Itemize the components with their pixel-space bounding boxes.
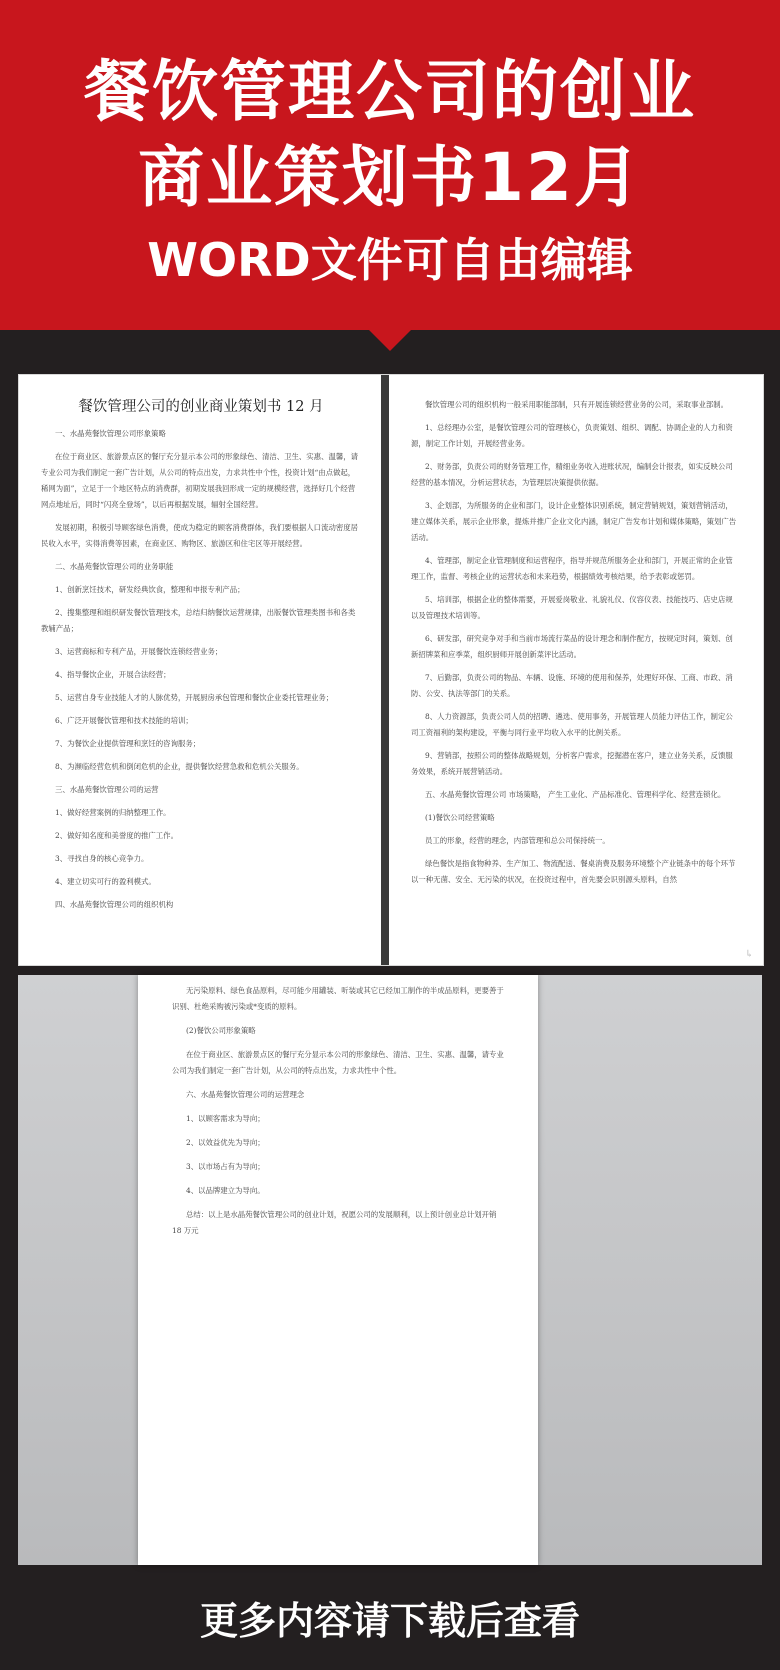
page-curl-icon: ↳ (745, 949, 754, 960)
paragraph: 发展初期，积极引导顾客绿色消费，使成为稳定的顾客消费群体，我们要根据人口流动密度居民收入水平，实得消费等因素，在商业区、购物区、旅游区和住宅区等开展经营。 (41, 523, 359, 548)
paragraph: 在位于商业区、旅游景点区的餐厅充分显示本公司的形象绿色、清洁、卫生、实惠、温馨，请专业公司为我们制定一套广告计划，从公司的特点出发，力求共性中个性。 (172, 1050, 504, 1075)
paragraph: 7、为餐饮企业提供管理和烹饪的咨询服务； (55, 739, 201, 748)
paragraph: 1、创新烹饪技术，研发经典饮食，整理和申报专利产品； (55, 585, 245, 594)
paragraph: 总结：以上是水晶苑餐饮管理公司的创业计划，祝愿公司的发展顺利，以上预计创业总计划开销 18 万元 (172, 1210, 497, 1235)
download-prompt: 更多内容请下载后查看 (199, 1599, 580, 1643)
paragraph: 9、营销部，按照公司的整体战略规划，分析客户需求，挖掘潜在客户，建立业务关系，反馈服务效果，系统开展营销活动。 (411, 751, 733, 776)
paragraph: 1、做好经营案例的归纳整理工作。 (55, 808, 171, 817)
page-3-body (172, 983, 504, 1239)
paragraph: 五、水晶苑餐饮管理公司 市场策略， 产生工业化、产品标准化、管理科学化、经营连锁化。 (425, 790, 726, 799)
paragraph: 8、人力资源部，负责公司人员的招聘、遴选、使用事务，开展管理人员能力评估工作，制定公司工资福利的架构建设，平衡与同行业平均收入水平的比例关系。 (411, 712, 733, 737)
paragraph: 4、建立切实可行的盈利模式。 (55, 877, 156, 886)
paragraph: 员工的形象，经营的理念，内部管理和总公司保持统一。 (425, 836, 610, 845)
paragraph: (2)餐饮公司形象策略 (186, 1026, 256, 1035)
paragraph: 3、以市场占有为导向； (186, 1162, 265, 1171)
paragraph: 餐饮管理公司的组织机构一般采用职能部制，只有开展连锁经营业务的公司，采取事业部制。 (425, 400, 729, 409)
paragraph: 7、后勤部，负责公司的物品、车辆、设施、环境的使用和保养，处理好环保、工商、市政、消防、公安、执法等部门的关系。 (411, 673, 733, 698)
page-2-body (411, 397, 739, 888)
paragraph: 6、研发部，研究竞争对手和当前市场流行菜品的设计理念和制作配方，按规定时间，策划、创新招牌菜和应季菜，组织厨师开展创新菜评比活动。 (411, 634, 733, 659)
paragraph: 3、寻找自身的核心竞争力。 (55, 854, 149, 863)
banner-pointer (368, 329, 412, 351)
header-banner (0, 0, 780, 330)
title-line-1: 餐饮管理公司的创业 (84, 53, 696, 130)
paragraph: 3、运营商标和专利产品，开展餐饮连锁经营业务； (55, 647, 223, 656)
paragraph: 6、广泛开展餐饮管理和技术技能的培训； (55, 716, 193, 725)
paragraph: 1、以顾客需求为导向； (186, 1114, 265, 1123)
document-preview-spread (18, 374, 764, 966)
page-1-body (41, 426, 361, 913)
subtitle: WORD文件可自由编辑 (147, 233, 633, 287)
paragraph: 无污染原料、绿色食品原料，尽可能少用罐装、听装或其它已经加工制作的半成品原料，更要善于识别、杜绝采购被污染或*变质的原料。 (172, 986, 504, 1011)
paragraph: 三、水晶苑餐饮管理公司的运营 (55, 785, 159, 794)
paragraph: 8、为濒临经营危机和倒闭危机的企业，提供餐饮经营急救和危机公关服务。 (55, 762, 304, 771)
page-2 (389, 375, 763, 965)
document-preview-page-3 (18, 975, 762, 1565)
paragraph: 4、管理部，制定企业管理制度和运营程序，指导并规范所服务企业和部门，开展正常的企业管理工作，监督、考核企业的运营状态和未来趋势，根据绩效考核结果，给予表彰或惩罚。 (411, 556, 733, 581)
paragraph: 2、做好知名度和美誉度的推广工作。 (55, 831, 178, 840)
paragraph: 绿色餐饮是指食物种养、生产加工、物流配送、餐桌消费及服务环境整个产业链条中的每个环节以一种无菌、安全、无污染的状况，在投资过程中，首先要会识别源头原料，自然 (411, 859, 736, 884)
title-line-2: 商业策划书12月 (138, 139, 642, 216)
paragraph: 一、水晶苑餐饮管理公司形象策略 (55, 429, 166, 438)
paragraph: 2、以效益优先为导向； (186, 1138, 265, 1147)
page-divider (381, 375, 389, 965)
paragraph: 六、水晶苑餐饮管理公司的运营理念 (186, 1090, 305, 1099)
document-title: 餐饮管理公司的创业商业策划书 12 月 (78, 399, 324, 415)
paragraph: 2、搜集整理和组织研发餐饮管理技术，总结归纳餐饮运营规律，出版餐饮管理类图书和各类教辅产品； (41, 608, 356, 633)
paragraph: 在位于商业区、旅游景点区的餐厅充分显示本公司的形象绿色、清洁、卫生、实惠、温馨，请专业公司为我们制定一套广告计划，从公司的特点出发，力求共性中个性，投资计划“由点做起，稀网为面”，立足于一个地区特点的消费群，初期发展我回形成一定的规模经营，选择好几个经营网点地址后，同时“闪亮全登场”，以后再根据发展，辐射全国经营。 (41, 452, 359, 509)
paragraph: 4、以品牌建立为导向。 (186, 1186, 265, 1195)
paragraph: 四、水晶苑餐饮管理公司的组织机构 (55, 900, 174, 909)
paragraph: 5、运营自身专业技能人才的人脉优势，开展厨房承包管理和餐饮企业委托管理业务； (55, 693, 334, 702)
paragraph: 二、水晶苑餐饮管理公司的业务职能 (55, 562, 174, 571)
paragraph: (1)餐饮公司经营策略 (425, 813, 495, 822)
paragraph: 1、总经理办公室，是餐饮管理公司的管理核心，负责策划、组织、调配、协调企业的人力和资源，制定工作计划，开展经营业务。 (411, 423, 733, 448)
paragraph: 4、指导餐饮企业，开展合法经营； (55, 670, 171, 679)
paragraph: 5、培训部，根据企业的整体需要，开展爱岗敬业、礼貌礼仪、仪容仪表、技能技巧、店史店规以及管理技术培训等。 (411, 595, 733, 620)
paragraph: 2、财务部，负责公司的财务管理工作，精细业务收入进账状况，编制会计报表，如实反映公司经营的基本情况，分析运营状态，为管理层决策提供依据。 (411, 462, 733, 487)
page-3 (138, 975, 538, 1565)
paragraph: 3、企划部，为所服务的企业和部门，设计企业整体识别系统，制定营销规划，策划营销活动，建立媒体关系，展示企业形象，提炼并推广企业文化内涵，制定广告发布计划和媒体策略，策划广告活动。 (411, 501, 737, 542)
page-1 (19, 375, 381, 965)
